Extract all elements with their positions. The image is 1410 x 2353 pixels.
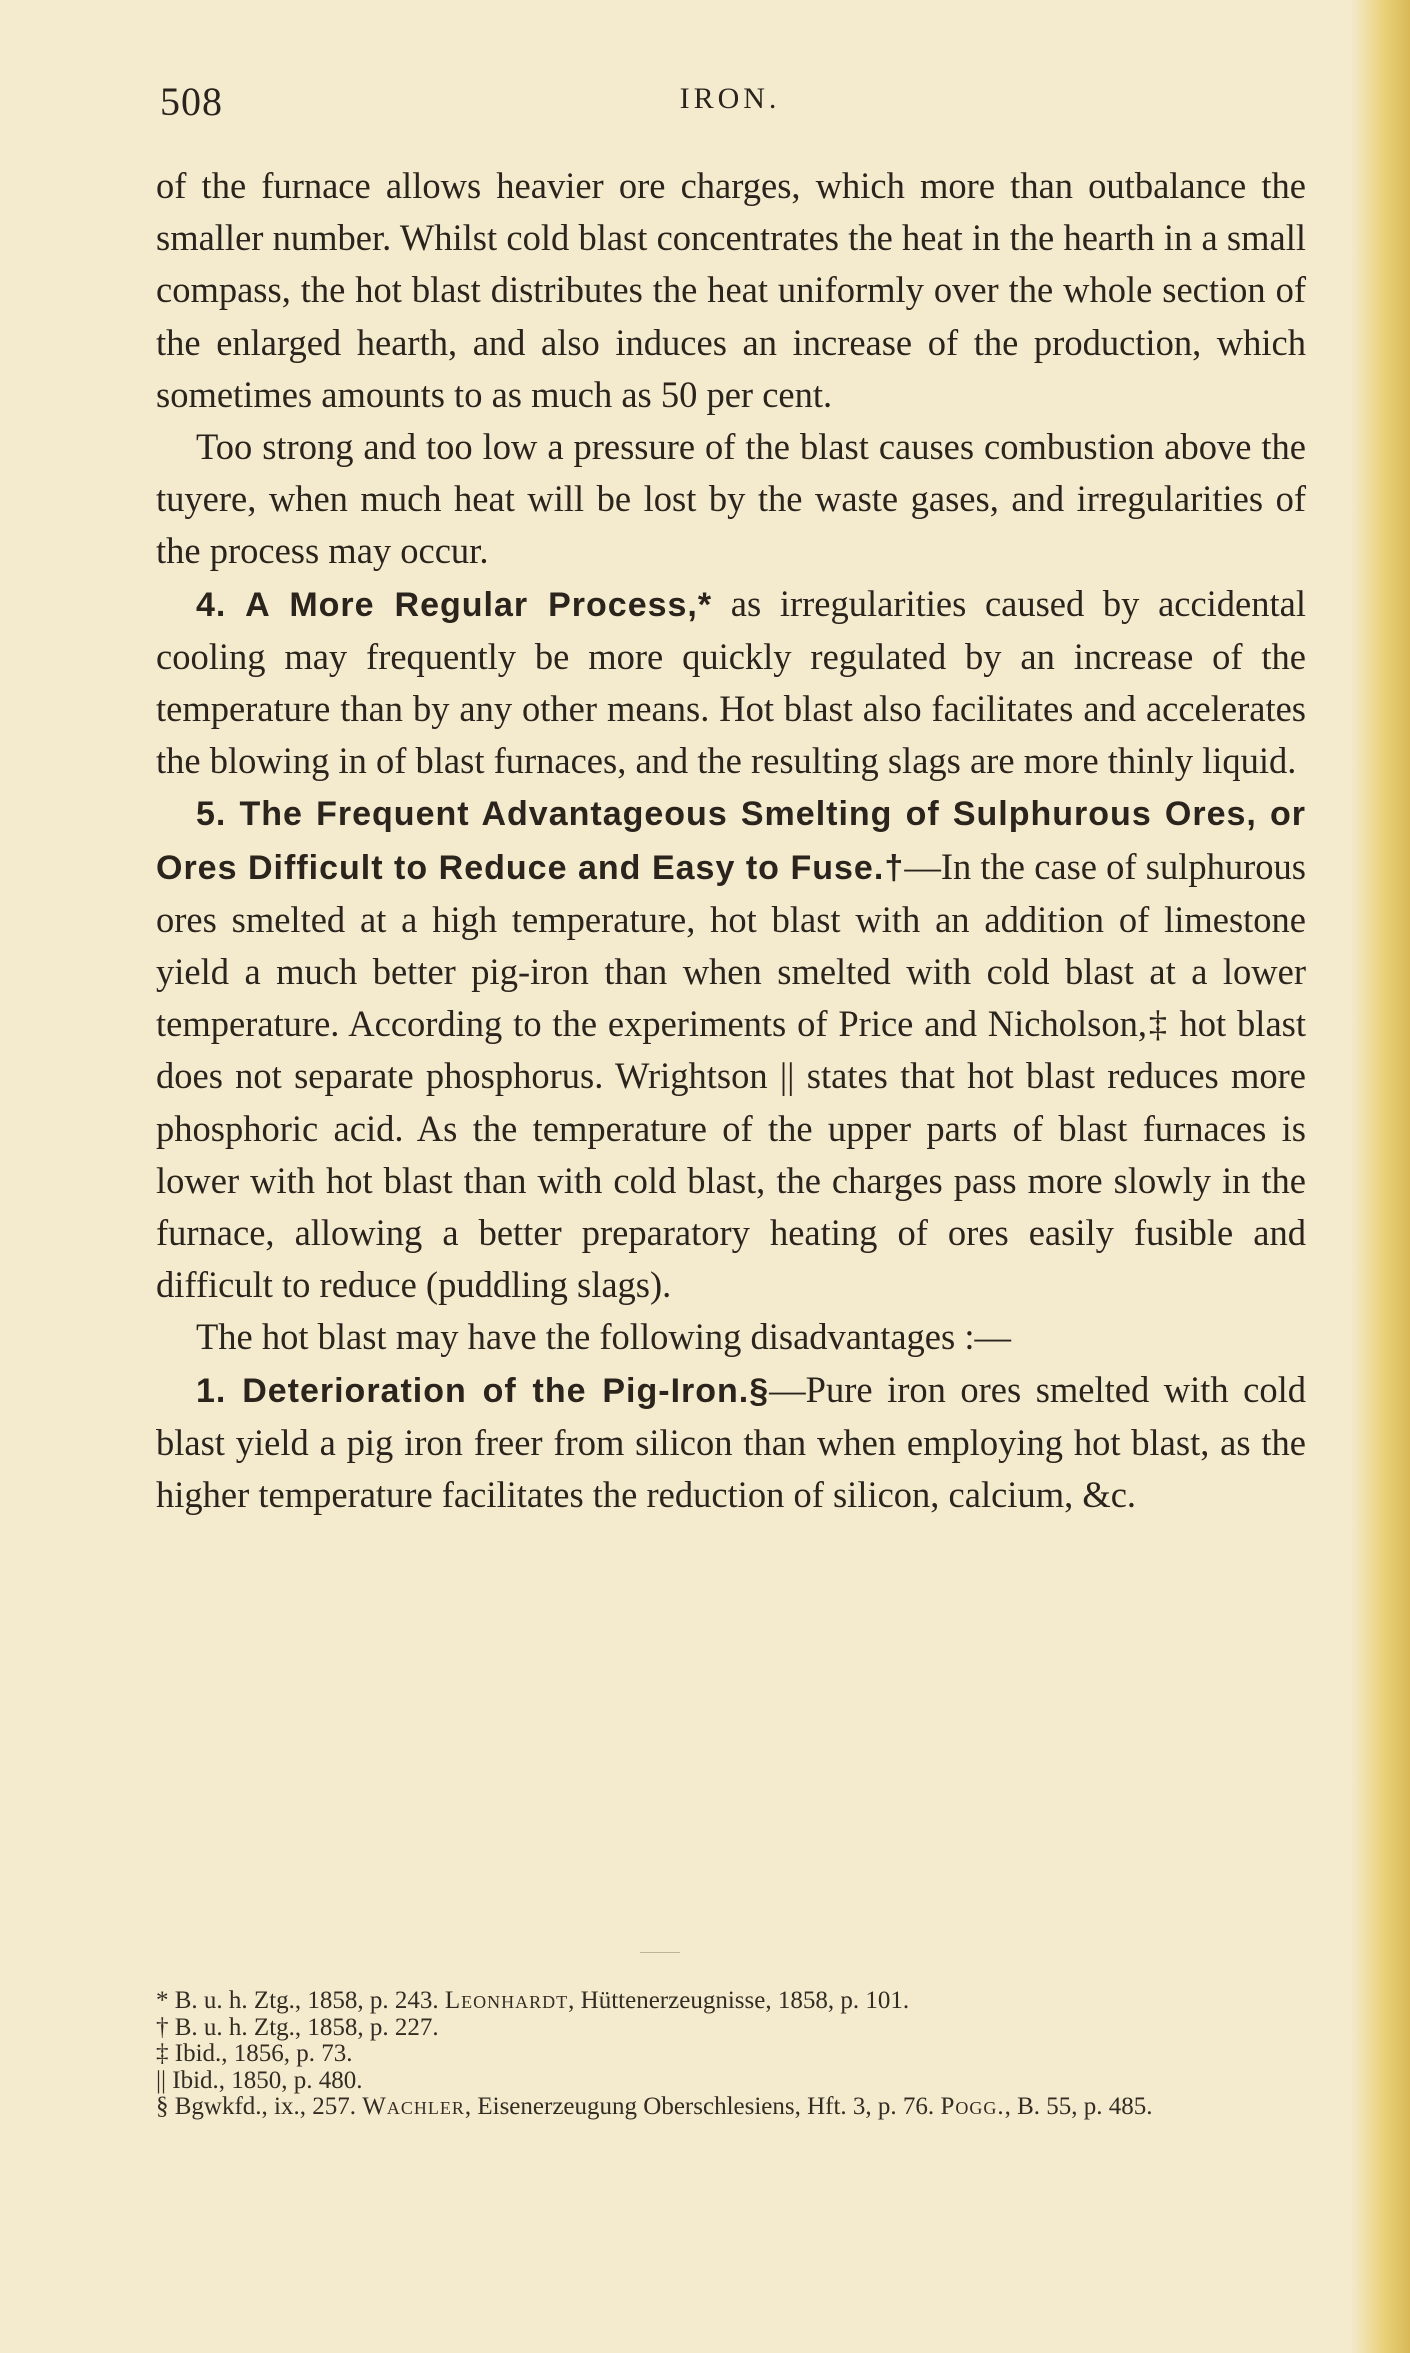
page-header (160, 78, 1300, 134)
footnote-divider (640, 1952, 680, 1953)
paragraph-continued: of the furnace allows heavier ore charges, which more than outbalance the smaller number. Whilst cold blast concentrates the heat in the hearth in a small compass, the hot blast distributes the heat uniformly over the whole section of the enlarged hearth, and also induces an increase of the production, which sometimes amounts to as much as 50 per cent. (156, 165, 1306, 415)
section-heading-5: 5. The Frequent Advantageous Smelting of Sulphurous Ores, or Ores Difficult to Reduce and Easy to Fuse.† (156, 795, 1306, 887)
footnote-text: * B. u. h. Ztg., 1858, p. 243. (156, 1987, 445, 2014)
paragraph-sulphurous-ores (156, 787, 1306, 1311)
footnote (156, 2094, 1306, 2121)
running-head: IRON. (679, 82, 781, 115)
page-number: 508 (160, 79, 223, 124)
paragraph-text: —In the case of sulphurous ores smelted at a high temperature, hot blast with an addition of limestone yield a much better pig-iron than when smelted with cold blast at a lower temperature. According to the experiments of Price and Nicholson,‡ hot blast does not separate phosphorus. Wrightson || states that hot blast reduces more phosphoric acid. As the temperature of the upper parts of blast furnaces is lower with hot blast than with cold blast, the charges pass more slowly in the furnace, allowing a better preparatory heating of ores easily fusible and difficult to reduce (puddling slags). (156, 845, 1306, 1306)
footnote-text: § Bgwkfd., ix., 257. (156, 2093, 363, 2120)
section-heading-1: 1. Deterioration of the Pig-Iron.§ (196, 1371, 770, 1410)
footnote-author: Wachler (362, 2093, 465, 2120)
page-edge (1350, 0, 1410, 2353)
footnote: || Ibid., 1850, p. 480. (156, 2066, 363, 2094)
footnote-author: Leonhardt (444, 1987, 569, 2014)
section-heading-4: 4. A More Regular Process,* (196, 585, 713, 624)
footnote: † B. u. h. Ztg., 1858, p. 227. (156, 2013, 439, 2041)
paragraph-text: as irregularities caused by accidental cooling may frequently be more quickly regulated by an increase of the temperature than by any other means. Hot blast also facilitates and accelerates the blowing in of blast furnaces, and the resulting slags are more thinly liquid. (156, 582, 1306, 782)
footnote-text: , B. 55, p. 485. (1004, 2093, 1153, 2120)
footnote-author: Pogg. (940, 2093, 1005, 2120)
paragraph-deterioration (156, 1364, 1306, 1522)
paragraph-blast-pressure: Too strong and too low a pressure of the blast causes combustion above the tuyere, when much heat will be lost by the waste gases, and irregularities of the process may occur. (156, 426, 1306, 572)
footnotes (156, 1988, 1306, 2121)
body-text (156, 160, 1306, 1521)
footnote-text: , Hüttenerzeugnisse, 1858, p. 101. (568, 1987, 910, 2014)
paragraph-text: —Pure iron ores smelted with cold blast yield a pig iron freer from silicon than when employing hot blast, as the higher temperature facilitates the reduction of silicon, calcium, &c. (156, 1368, 1306, 1516)
footnote-text: , Eisenerzeugung Oberschlesiens, Hft. 3, p. 76. (464, 2093, 941, 2120)
paragraph-disadvantages: The hot blast may have the following disadvantages :— (196, 1316, 1011, 1358)
footnote (156, 1988, 1306, 2015)
paragraph-regular-process (156, 578, 1306, 788)
footnote: ‡ Ibid., 1856, p. 73. (156, 2040, 353, 2067)
